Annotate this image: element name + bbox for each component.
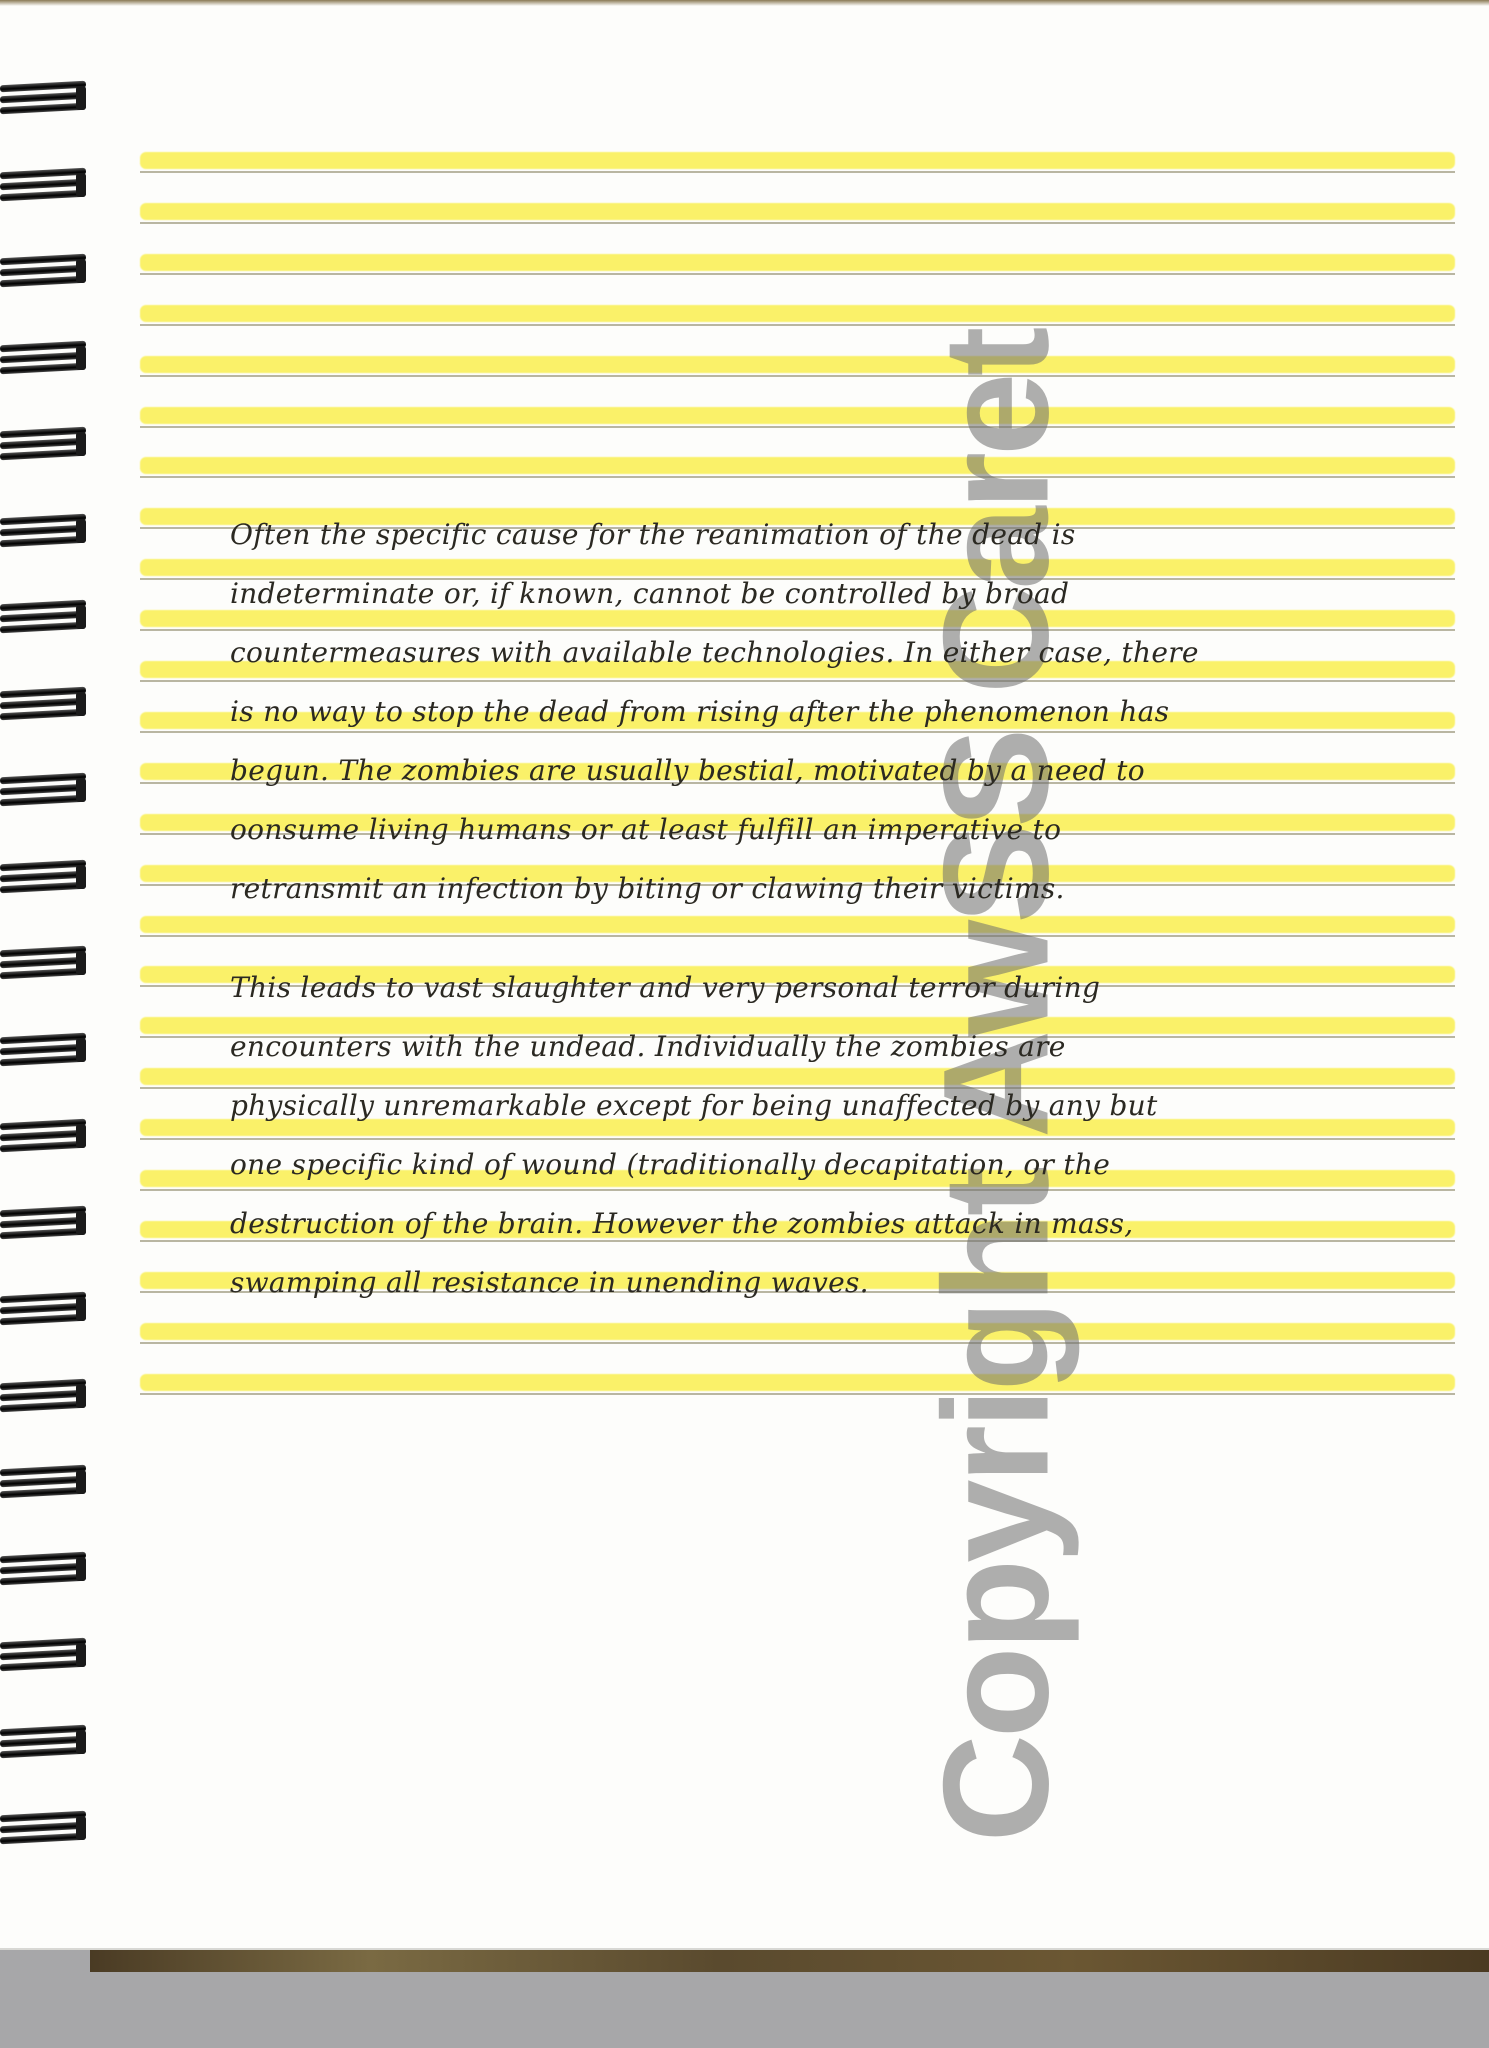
- spiral-coil: [0, 1032, 92, 1066]
- ruled-line: [140, 324, 1455, 326]
- spiral-coil: [0, 859, 92, 893]
- spiral-coil: [0, 1464, 92, 1498]
- ruled-line: [140, 476, 1455, 478]
- spiral-coil: [0, 426, 92, 460]
- highlight-band: [140, 254, 1455, 271]
- text-line: countermeasures with available technologies. In either case, there: [230, 636, 1199, 669]
- spiral-coil: [0, 1724, 92, 1758]
- highlight-band: [140, 1323, 1455, 1340]
- spiral-coil: [0, 1378, 92, 1412]
- highlight-band: [140, 152, 1455, 169]
- spiral-coil: [0, 253, 92, 287]
- ruled-line: [140, 375, 1455, 377]
- paragraph-2: [230, 958, 1380, 1312]
- spiral-coil: [0, 1291, 92, 1325]
- ruled-line: [140, 1342, 1455, 1344]
- text-line: destruction of the brain. However the zombies attack in mass,: [230, 1207, 1134, 1240]
- ruled-line: [140, 222, 1455, 224]
- highlight-band: [140, 407, 1455, 424]
- text-line: Often the specific cause for the reanimation of the dead is: [230, 518, 1076, 551]
- ruled-line: [140, 273, 1455, 275]
- spiral-coil: [0, 1205, 92, 1239]
- spiral-coil: [0, 340, 92, 374]
- ruled-line: [140, 1393, 1455, 1395]
- text-line: retransmit an infection by biting or clawing their victims.: [230, 872, 1065, 905]
- text-line: This leads to vast slaughter and very personal terror during: [230, 971, 1101, 1004]
- spiral-coil: [0, 167, 92, 201]
- spiral-coil: [0, 772, 92, 806]
- highlight-band: [140, 457, 1455, 474]
- text-line: one specific kind of wound (traditionally decapitation, or the: [230, 1148, 1111, 1181]
- text-line: begun. The zombies are usually bestial, motivated by a need to: [230, 754, 1145, 787]
- copyright-watermark: Copyright AwSS Caret: [911, 330, 1080, 1843]
- ruled-line: [140, 171, 1455, 173]
- highlight-band: [140, 305, 1455, 322]
- paragraph-1: [230, 505, 1380, 918]
- highlight-band: [140, 356, 1455, 373]
- spiral-coil: [0, 1551, 92, 1585]
- spiral-coil: [0, 599, 92, 633]
- spiral-coil: [0, 1637, 92, 1671]
- ruled-line: [140, 426, 1455, 428]
- handwritten-text: [230, 505, 1380, 1312]
- text-line: oonsume living humans or at least fulfill an imperative to: [230, 813, 1062, 846]
- spiral-coil: [0, 945, 92, 979]
- spiral-coil: [0, 1810, 92, 1844]
- text-line: swamping all resistance in unending waves.: [230, 1266, 869, 1299]
- spiral-coil: [0, 513, 92, 547]
- text-line: indeterminate or, if known, cannot be controlled by broad: [230, 577, 1070, 610]
- spiral-binding-icon: [0, 0, 110, 1948]
- text-line: physically unremarkable except for being unaffected by any but: [230, 1089, 1158, 1122]
- highlight-band: [140, 1374, 1455, 1391]
- spiral-coil: [0, 1118, 92, 1152]
- text-line: is no way to stop the dead from rising after the phenomenon has: [230, 695, 1170, 728]
- highlight-band: [140, 203, 1455, 220]
- spiral-coil: [0, 80, 92, 114]
- spiral-coil: [0, 686, 92, 720]
- text-line: encounters with the undead. Individually the zombies are: [230, 1030, 1066, 1063]
